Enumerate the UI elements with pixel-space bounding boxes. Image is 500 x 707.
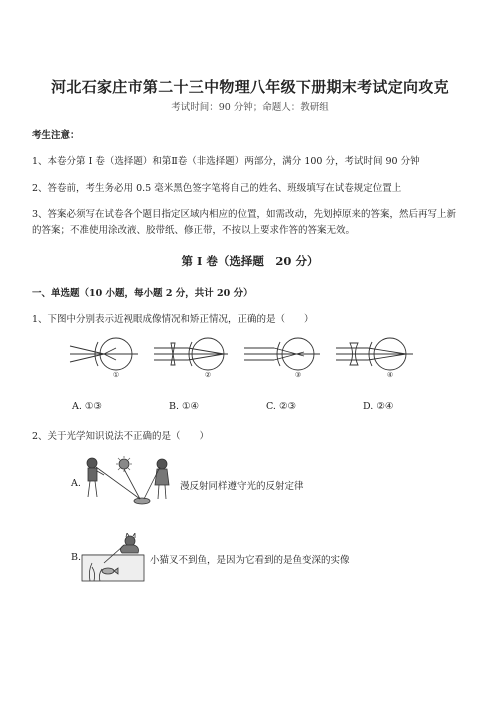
eye-label-1: ①: [112, 371, 120, 379]
eye-diagram-3: [244, 338, 320, 370]
cat-fishing-illustration: [80, 533, 146, 585]
question-type-heading: 一、单选题（10 小题，每小题 2 分，共计 20 分）: [32, 288, 253, 299]
diffuse-reflection-illustration: [80, 455, 176, 507]
question-2-stem: 2、关于光学知识说法不正确的是（ ）: [32, 431, 210, 442]
notice-heading: 考生注意：: [32, 130, 80, 141]
notice-item-2: 2、答卷前，考生务必用 0.5 毫米黑色签字笔将自己的姓名、班级填写在试卷规定位置上: [32, 183, 402, 194]
eye-diagram-1: [70, 338, 138, 370]
q1-option-a: A. ①③: [72, 401, 102, 412]
eye-diagram-4: [336, 338, 413, 370]
q2-option-b-text: 小猫叉不到鱼，是因为它看到的是鱼变深的实像: [150, 555, 350, 566]
eye-diagram-2: [154, 338, 228, 370]
eye-label-4: ④: [386, 371, 394, 379]
exam-subtitle: 考试时间：90 分钟；命题人：教研组: [171, 102, 329, 113]
q1-option-d: D. ②④: [363, 401, 394, 412]
notice-item-1: 1、本卷分第 I 卷（选择题）和第Ⅱ卷（非选择题）两部分，满分 100 分，考试时间 90 分钟: [32, 156, 420, 167]
notice-item-3: 3、答案必须写在试卷各个题目指定区域内相应的位置，如需改动，先划掉原来的答案，然后再写上新: [32, 209, 457, 220]
notice-item-3-continued: 的答案；不准使用涂改液、胶带纸、修正带，不按以上要求作答的答案无效。: [32, 225, 356, 236]
q1-option-b: B. ①④: [169, 401, 200, 412]
exam-title: 河北石家庄市第二十三中物理八年级下册期末考试定向攻克: [51, 78, 449, 96]
eye-label-2: ②: [204, 371, 212, 379]
q2-option-b-label: B.: [71, 552, 82, 563]
eye-diagrams-figure: [68, 334, 428, 380]
q2-option-a-text: 漫反射同样遵守光的反射定律: [180, 481, 304, 492]
q2-option-a-label: A.: [71, 478, 81, 489]
section-title: 第 I 卷（选择题 20 分）: [181, 254, 319, 268]
question-1-stem: 1、下图中分别表示近视眼成像情况和矫正情况，正确的是（ ）: [32, 314, 314, 325]
eye-label-3: ③: [294, 371, 302, 379]
q1-option-c: C. ②③: [266, 401, 297, 412]
